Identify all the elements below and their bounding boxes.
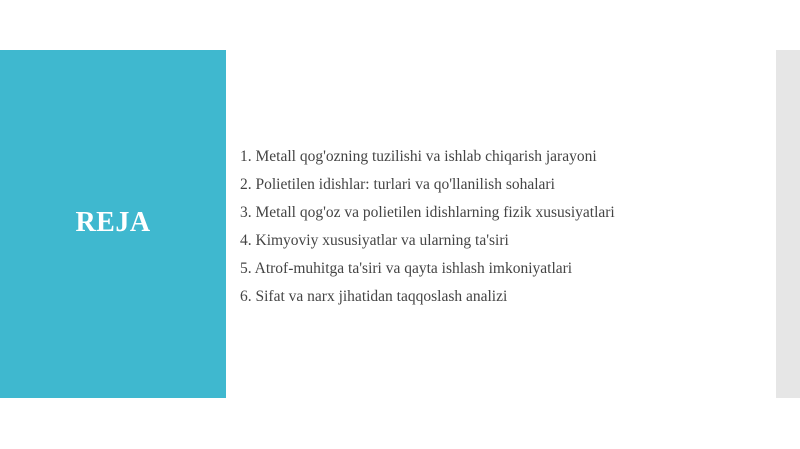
plan-item-4: 4. Kimyoviy xususiyatlar va ularning ta'siri	[240, 232, 509, 249]
slide-title: REJA	[75, 207, 151, 238]
side-strip	[776, 50, 800, 398]
title-panel	[0, 50, 226, 398]
plan-item-5: 5. Atrof-muhitga ta'siri va qayta ishlash imkoniyatlari	[240, 260, 573, 277]
plan-item-1: 1. Metall qog'ozning tuzilishi va ishlab chiqarish jarayoni	[240, 148, 597, 165]
plan-item-3: 3. Metall qog'oz va polietilen idishlarning fizik xususiyatlari	[240, 204, 615, 221]
plan-item-2: 2. Polietilen idishlar: turlari va qo'llanilish sohalari	[240, 176, 555, 193]
plan-list	[240, 143, 615, 311]
plan-item-6: 6. Sifat va narx jihatidan taqqoslash analizi	[240, 288, 508, 305]
